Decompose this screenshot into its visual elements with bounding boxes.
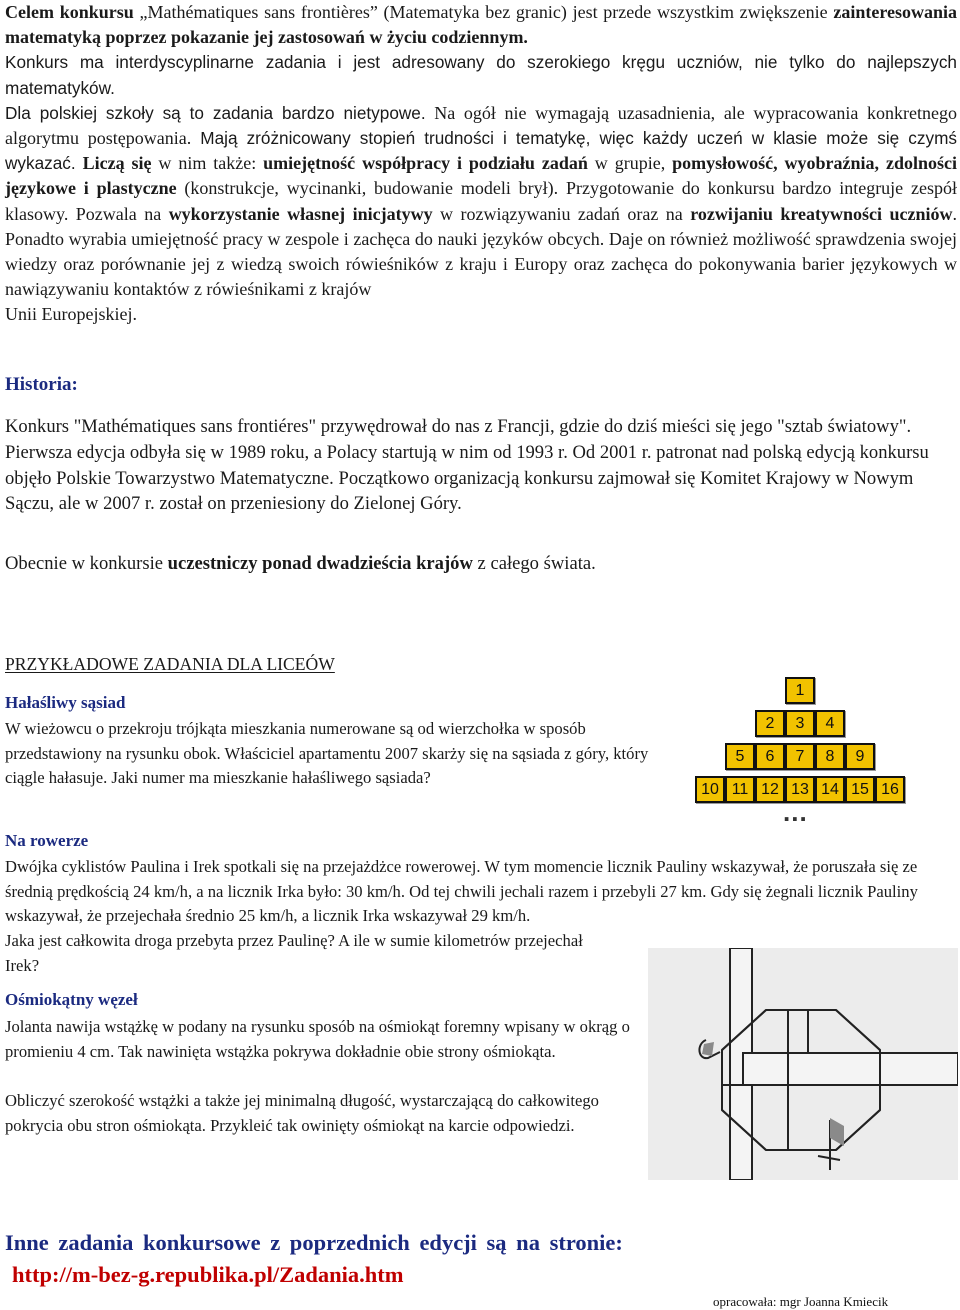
historia-heading: Historia: (5, 374, 78, 395)
apartment-number-cell: 1 (785, 677, 815, 704)
task3-text-b: Obliczyć szerokość wstążki a także jej minimalną długość, wystarczającą do całkowitego pokrycia obu stron ośmiokąta. Przykleić tak owinięty ośmiokąt na karcie odpowiedzi. (5, 1091, 599, 1135)
task2-text-b: Jaka jest całkowita droga przebyta przez Paulinę? A ile w sumie kilometrów przejechał Irek? (5, 931, 583, 975)
current-participation-bold: uczestniczy ponad dwadzieścia krajów (167, 553, 473, 574)
task3-title: Ośmiokątny węzeł (5, 990, 138, 1009)
apartment-number-cell: 8 (815, 743, 845, 770)
intro-p3-i: (konstrukcje, wycinanki, budowanie modeli brył). Przygotowanie do konkursu bardzo integruje zespół klasowy. Pozwala na (5, 178, 957, 224)
task2-title: Na rowerze (5, 831, 89, 850)
intro-p3-e: w nim także: (151, 153, 264, 174)
intro-p3-f: umiejętność współpracy i podziału zadań (263, 153, 588, 174)
triangle-numbering-figure (695, 677, 910, 802)
historia-text: Konkurs "Mathématiques sans frontiéres" przywędrował do nas z Francji, gdzie do dziś mieści się jego "sztab światowy". Pierwsza edycja odbyła się w 1989 roku, a Polacy startują w nim od 1993 r. Od 2001 r. patronat nad polską edycją konkursu objęło Polskie Towarzystwo Matematyczne. Początkowo organizacją konkursu zajmował się Komitet Krajowy w Nowym Sączu, ale w 2007 r. został on przeniesiony do Zielonej Góry. (5, 416, 929, 515)
intro-p3-a: Dla polskiej szkoły są to zadania bardzo nietypowe. (5, 102, 426, 123)
intro-goal-bold: Celem konkursu (5, 2, 134, 22)
apartment-number-cell: 5 (725, 743, 755, 770)
apartment-number-cell: 6 (755, 743, 785, 770)
apartment-number-cell: 14 (815, 776, 845, 803)
intro-p3-m: . Ponadto wyrabia umiejętność pracy w zespole i zachęca do nauki języków obcych. Daje on również możliwość sprawdzenia swojej wiedzy oraz porównanie jej z wiedzą swoich rówieśników z kraju i Europy oraz zachęca do pokonywania barier językowych w nawiązywaniu kontaktów z rówieśnikami z krajów (5, 203, 958, 300)
tasks-link[interactable]: http://m-bez-g.republika.pl/Zadania.htm (12, 1262, 404, 1287)
current-participation (5, 553, 596, 575)
current-participation-a: Obecnie w konkursie (5, 553, 168, 574)
examples-heading: PRZYKŁADOWE ZADANIA DLA LICEÓW (5, 654, 335, 674)
intro-paragraph-1 (5, 0, 957, 50)
intro-p3-k: w rozwiązywaniu zadań oraz na (432, 203, 691, 224)
apartment-number-cell: 9 (845, 743, 875, 770)
intro-paragraph-4: Unii Europejskiej. (5, 304, 137, 325)
apartment-number-cell: 10 (695, 776, 725, 803)
apartment-number-cell: 7 (785, 743, 815, 770)
intro-goal-text: „Mathématiques sans frontières” (Matematyka bez granic) jest przede wszystkim zwiększenie (133, 2, 834, 22)
intro-p3-l: rozwijaniu kreatywności uczniów (690, 203, 953, 224)
more-tasks-text: Inne zadania konkursowe z poprzednich edycji są na stronie: (5, 1230, 623, 1255)
octagon-ribbon-figure (648, 948, 958, 1180)
intro-p3-j: wykorzystanie własnej inicjatywy (168, 203, 433, 224)
intro-paragraph-2: Konkurs ma interdyscyplinarne zadania i jest adresowany do szerokiego kręgu uczniów, nie tylko do najlepszych matematyków. (5, 52, 957, 98)
intro-paragraph-3 (5, 101, 957, 303)
author-credit: opracowała: mgr Joanna Kmiecik (713, 1294, 889, 1309)
task1-text: W wieżowcu o przekroju trójkąta mieszkania numerowane są od wierzchołka w sposób przedstawiony na rysunku obok. Właściciel apartamentu 2007 skarży się na sąsiada z góry, który ciągle hałasuje. Jaki numer ma mieszkanie hałaśliwego sąsiada? (5, 719, 649, 787)
apartment-number-cell: 13 (785, 776, 815, 803)
apartment-number-cell: 3 (785, 710, 815, 737)
apartment-number-cell: 11 (725, 776, 755, 803)
intro-p3-b: Na ogół nie wymagają uzasadnienia, ale wypracowania konkretnego algorytmu postępowania. (5, 102, 957, 149)
apartment-number-cell: 12 (755, 776, 785, 803)
apartment-number-cell: 15 (845, 776, 875, 803)
current-participation-b: z całego świata. (472, 553, 596, 574)
task3-text-a: Jolanta nawija wstążkę w podany na rysunku sposób na ośmiokąt foremny wpisany w okrąg o promieniu 4 cm. Tak nawinięta wstążka pokrywa dokładnie obie strony ośmiokąta. (5, 1017, 630, 1061)
apartment-number-cell: 16 (875, 776, 905, 803)
intro-p3-d: Liczą się (75, 153, 152, 174)
intro-goal-bold-2: zainteresowania matematyką poprzez pokazanie jej zastosowań w życiu codziennym. (5, 2, 958, 48)
triangle-continuation-dots: ... (783, 797, 808, 827)
intro-section (5, 0, 957, 328)
intro-p3-h: pomysłowość, wyobraźnia, zdolności językowe i plastyczne (5, 153, 957, 199)
task2-text-a: Dwójka cyklistów Paulina i Irek spotkali się na przejażdżce rowerowej. W tym momencie licznik Pauliny wskazywał, że poruszała się ze średnią prędkością 24 km/h, a na licznik Irka było: 30 km/h. Od tej chwili jechali razem i przebyli 27 km. Gdy się żegnali licznik Pauliny wskazywał, że przejechała średnio 25 km/h, a licznik Irka wskazywał 29 km/h. (5, 857, 918, 925)
intro-p3-g: w grupie, (587, 153, 673, 174)
ribbon-horizontal-band (743, 1053, 958, 1085)
apartment-number-cell: 2 (755, 710, 785, 737)
task1-title: Hałaśliwy sąsiad (5, 693, 126, 712)
apartment-number-cell: 4 (815, 710, 845, 737)
intro-p3-c: Mają zróżnicowany stopień trudności i tematykę, więc każdy uczeń w klasie może się czymś wykazać. (5, 128, 957, 174)
